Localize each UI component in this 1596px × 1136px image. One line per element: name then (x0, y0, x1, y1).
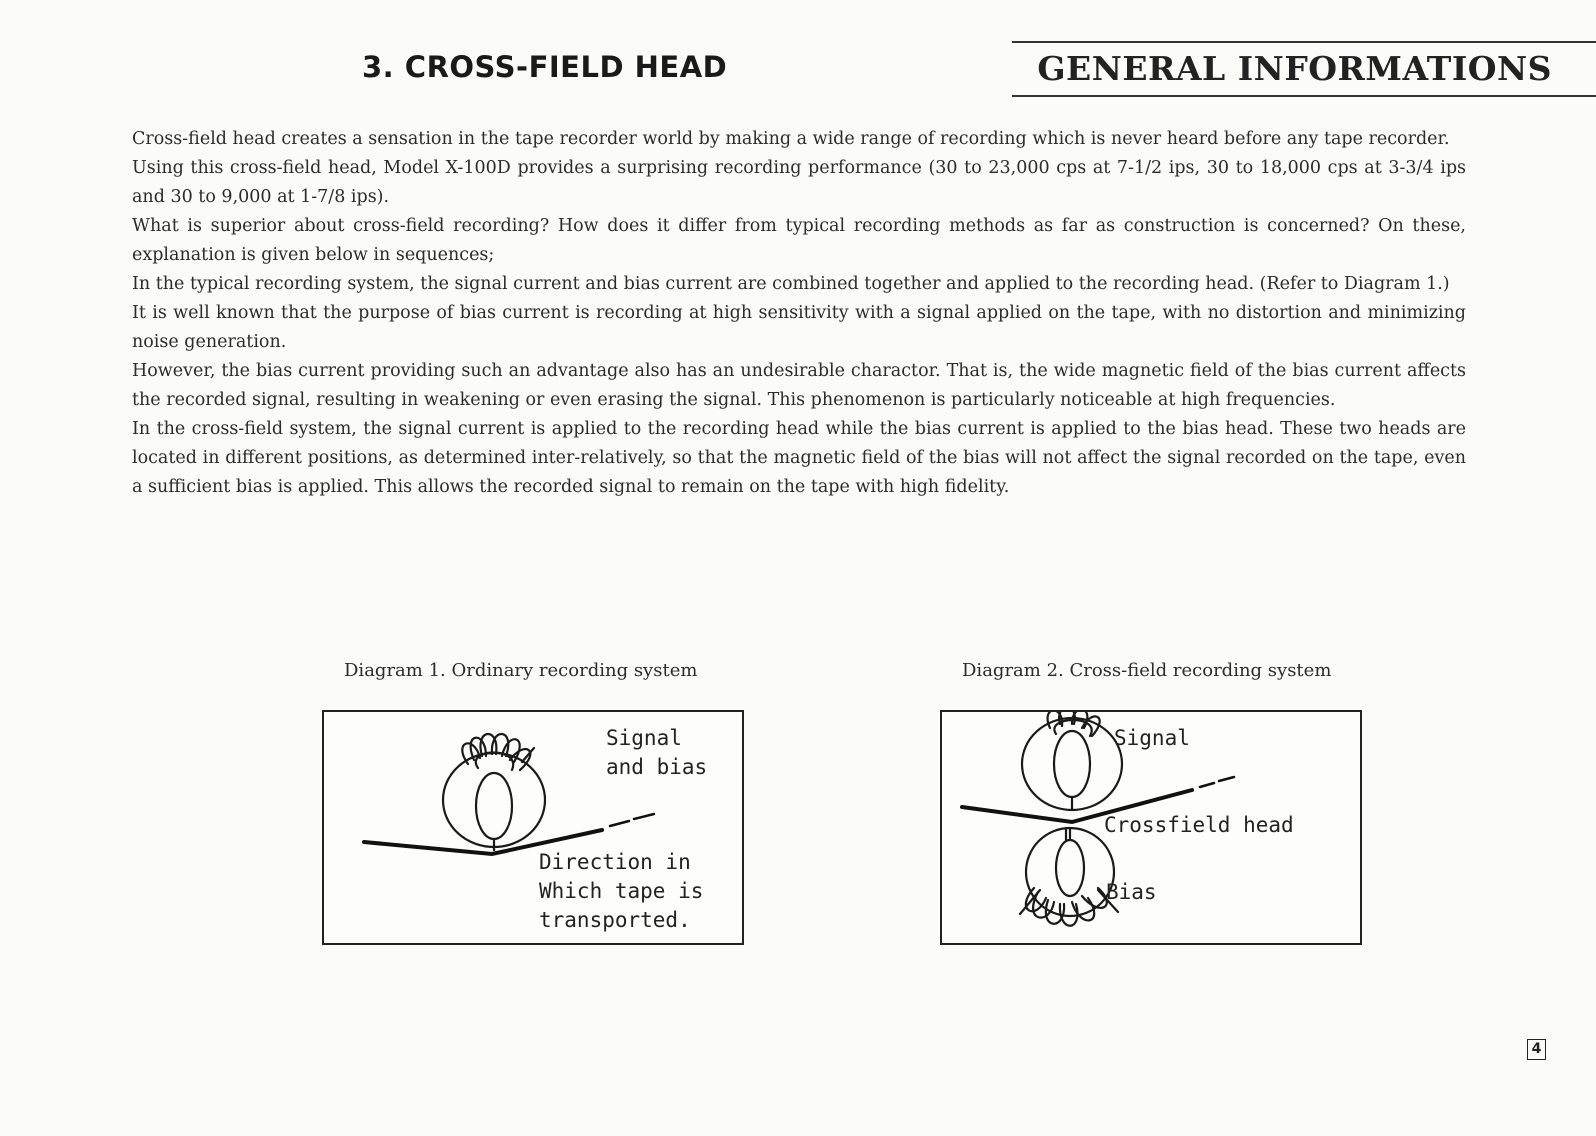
paragraph: What is superior about cross-field recording? How does it differ from typical recording methods as far as construction is concerned? On these, explanation is given below in sequences; (132, 216, 1466, 265)
paragraph: Cross-field head creates a sensation in the tape recorder world by making a wide range of recording which is never heard before any tape recorder. (132, 129, 1450, 149)
paragraph: However, the bias current providing such an advantage also has an undesirable charactor. That is, the wide magnetic field of the bias current affects the recorded signal, resulting in weakening or even erasing the signal. This phenomenon is particularly noticeable at high frequencies. (132, 361, 1466, 410)
chapter-title: GENERAL INFORMATIONS (1037, 49, 1552, 88)
paragraph: In the cross-field system, the signal current is applied to the recording head while the bias current is applied to the bias head. These two heads are located in different positions, as determined inter-relatively, so that the magnetic field of the bias will not affect the signal recorded on the tape, even a sufficient bias is applied. This allows the recorded signal to remain on the tape with high fidelity. (132, 419, 1466, 497)
section-title: 3. CROSS-FIELD HEAD (362, 50, 728, 84)
diagram2-caption: Diagram 2. Cross-field recording system (962, 660, 1332, 681)
tape-direction-dashes (1200, 777, 1234, 787)
label-signal-and-bias: Signal and bias (606, 726, 708, 779)
bias-head-core (1056, 840, 1084, 896)
label-signal: Signal (1114, 726, 1190, 750)
diagram2-crossfield-recording (940, 710, 1362, 945)
head-core (476, 773, 512, 839)
header-rule-bottom (1012, 95, 1596, 97)
paragraph: Using this cross-field head, Model X-100D provides a surprising recording performance (30 to 23,000 cps at 7-1/2 ips, 30 to 18,000 cps at 3-3/4 ips and 30 to 9,000 at 1-7/8 ips). (132, 158, 1466, 207)
page-number: 4 (1527, 1039, 1546, 1060)
bias-head-ring (1026, 828, 1114, 916)
head-ring (443, 753, 545, 847)
label-tape-direction: Direction in Which tape is transported. (539, 850, 704, 932)
paragraph: It is well known that the purpose of bias current is recording at high sensitivity with a signal applied on the tape, with no distortion and minimizing noise generation. (132, 303, 1466, 352)
diagram1-ordinary-recording (322, 710, 744, 945)
header-rule-top (1012, 41, 1596, 43)
label-bias: Bias (1106, 880, 1157, 904)
label-crossfield-head: Crossfield head (1104, 813, 1294, 837)
signal-head-core (1054, 731, 1090, 797)
body-text (132, 125, 1466, 502)
diagram1-caption: Diagram 1. Ordinary recording system (344, 660, 698, 681)
paragraph: In the typical recording system, the signal current and bias current are combined together and applied to the recording head. (Refer to Diagram 1.) (132, 274, 1450, 294)
tape-direction-dashes (610, 814, 654, 826)
